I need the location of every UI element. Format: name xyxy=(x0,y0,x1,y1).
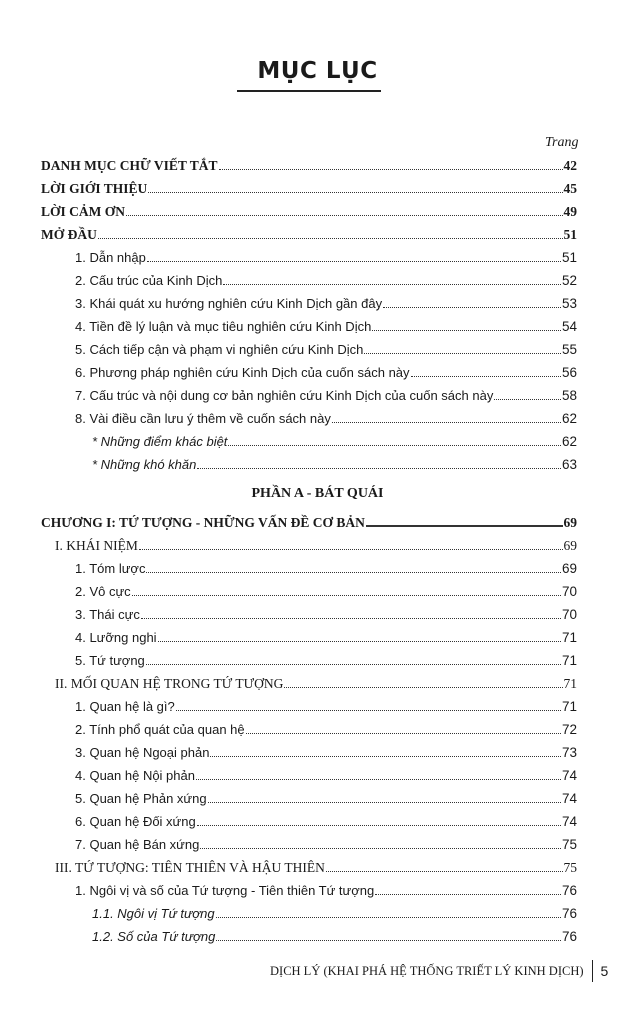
toc-leader-dots xyxy=(284,687,562,688)
toc-entry-page: 76 xyxy=(561,883,577,898)
toc-leader-dots xyxy=(139,549,563,550)
toc-leader-dots xyxy=(375,894,561,895)
toc-entry-page: 75 xyxy=(561,837,577,852)
toc-leader-dots xyxy=(210,756,561,757)
toc-entry-page: 45 xyxy=(563,181,577,196)
title-underline xyxy=(237,90,381,92)
toc-entry-page: 71 xyxy=(563,676,577,691)
toc-entry-page: 69 xyxy=(563,538,577,553)
toc-entry[interactable] xyxy=(75,647,577,669)
toc-entry-label: 1. Quan hệ là gì? xyxy=(75,699,175,714)
toc-entry-label: DANH MỤC CHỮ VIẾT TẮT xyxy=(41,158,218,173)
toc-leader-dots xyxy=(366,525,563,527)
footer-divider xyxy=(592,960,593,982)
toc-entry-label: 6. Phương pháp nghiên cứu Kinh Dịch của cuốn sách này xyxy=(75,365,410,380)
toc-entry-label: MỞ ĐẦU xyxy=(41,227,97,242)
toc-entry[interactable] xyxy=(75,739,577,761)
toc-entry-page: 55 xyxy=(561,342,577,357)
toc-entry[interactable] xyxy=(41,221,577,243)
toc-leader-dots xyxy=(216,940,561,941)
toc-entry-page: 58 xyxy=(561,388,577,403)
toc-entry-page: 70 xyxy=(561,584,577,599)
toc-entry-label: 3. Quan hệ Ngoại phản xyxy=(75,745,210,760)
toc-entry-page: 69 xyxy=(561,561,577,576)
toc-entry[interactable] xyxy=(92,923,577,945)
toc-leader-dots xyxy=(383,307,561,308)
toc-entry-page: 51 xyxy=(561,250,577,265)
toc-entry[interactable] xyxy=(75,555,577,577)
toc-entry-label: I. KHÁI NIỆM xyxy=(55,538,138,553)
toc-entry[interactable] xyxy=(55,854,577,876)
toc-entry[interactable] xyxy=(55,670,577,692)
footer-page-number: 5 xyxy=(600,963,609,979)
toc-entry-label: 5. Tứ tượng xyxy=(75,653,145,668)
toc-leader-dots xyxy=(197,468,561,469)
toc-entry-page: 75 xyxy=(563,860,577,875)
toc-entry-page: 74 xyxy=(561,768,577,783)
toc-entry-page: 62 xyxy=(561,434,577,449)
toc-entry[interactable] xyxy=(75,601,577,623)
toc-leader-dots xyxy=(223,284,561,285)
toc-leader-dots xyxy=(146,664,561,665)
toc-entry-page: 62 xyxy=(561,411,577,426)
toc-leader-dots xyxy=(372,330,561,331)
toc-entry-page: 69 xyxy=(563,515,577,530)
toc-entry-label: 6. Quan hệ Đối xứng xyxy=(75,814,196,829)
toc-entry-chapter[interactable] xyxy=(41,509,577,531)
toc-entry-page: 70 xyxy=(561,607,577,622)
toc-entry[interactable] xyxy=(92,428,577,450)
toc-entry[interactable] xyxy=(75,785,577,807)
toc-entry-label: 1. Tóm lược xyxy=(75,561,146,576)
toc-entry-label: 1. Ngôi vị và số của Tứ tượng - Tiên thiên Tứ tượng xyxy=(75,883,375,898)
toc-entry-page: 56 xyxy=(561,365,577,380)
toc-leader-dots xyxy=(326,871,563,872)
toc-entry-label: 3. Khái quát xu hướng nghiên cứu Kinh Dịch gần đây xyxy=(75,296,383,311)
toc-entry-page: 74 xyxy=(561,791,577,806)
toc-entry-label: 2. Vô cực xyxy=(75,584,131,599)
toc-entry-label: * Những điểm khác biệt xyxy=(92,434,228,449)
toc-entry-label: 7. Quan hệ Bán xứng xyxy=(75,837,200,852)
toc-entry-page: 74 xyxy=(561,814,577,829)
toc-leader-dots xyxy=(197,825,561,826)
toc-leader-dots xyxy=(219,169,563,170)
toc-entry-label: 4. Tiền đề lý luận và mục tiêu nghiên cứu Kinh Dịch xyxy=(75,319,372,334)
toc-leader-dots xyxy=(176,710,561,711)
toc-entry-page: 76 xyxy=(561,906,577,921)
toc-entry[interactable] xyxy=(75,382,577,404)
toc-entry[interactable] xyxy=(41,152,577,174)
toc-entry-page: 73 xyxy=(561,745,577,760)
toc-entry[interactable] xyxy=(41,175,577,197)
toc-entry-page: 71 xyxy=(561,699,577,714)
toc-entry[interactable] xyxy=(75,244,577,266)
toc-entry[interactable] xyxy=(75,831,577,853)
toc-leader-dots xyxy=(126,215,563,216)
toc-entry-page: 42 xyxy=(563,158,577,173)
toc-entry-label: CHƯƠNG I: TỨ TƯỢNG - NHỮNG VẤN ĐỀ CƠ BẢN xyxy=(41,515,365,530)
toc-entry-page: 52 xyxy=(561,273,577,288)
toc-leader-dots xyxy=(411,376,561,377)
toc-entry-label: 1.2. Số của Tứ tượng xyxy=(92,929,216,944)
toc-entry[interactable] xyxy=(92,451,577,473)
toc-entry-label: * Những khó khăn xyxy=(92,457,197,472)
toc-entry-label: 8. Vài điều cần lưu ý thêm về cuốn sách này xyxy=(75,411,331,426)
toc-entry[interactable] xyxy=(75,693,577,715)
toc-entry-label: 1.1. Ngôi vị Tứ tượng xyxy=(92,906,215,921)
toc-entry-page: 63 xyxy=(561,457,577,472)
toc-entry-label: 5. Quan hệ Phản xứng xyxy=(75,791,207,806)
toc-leader-dots xyxy=(158,641,561,642)
toc-entry-label: 2. Tính phổ quát của quan hệ xyxy=(75,722,245,737)
toc-entry-page: 76 xyxy=(561,929,577,944)
toc-entry-label: 1. Dẫn nhập xyxy=(75,250,146,265)
toc-entry[interactable] xyxy=(75,624,577,646)
part-heading: PHẦN A - BÁT QUÁI xyxy=(251,486,384,501)
toc-entry[interactable] xyxy=(75,336,577,358)
page-footer xyxy=(270,961,608,981)
toc-leader-dots xyxy=(494,399,561,400)
toc-leader-dots xyxy=(146,572,561,573)
toc-entry-label: II. MỐI QUAN HỆ TRONG TỨ TƯỢNG xyxy=(55,676,284,691)
toc-leader-dots xyxy=(98,238,563,239)
toc-entry[interactable] xyxy=(75,313,577,335)
toc-entry-label: LỜI GIỚI THIỆU xyxy=(41,181,148,196)
footer-book-title: DỊCH LÝ (KHAI PHÁ HỆ THỐNG TRIẾT LÝ KINH DỊCH) xyxy=(270,963,584,978)
toc-entry[interactable] xyxy=(41,198,577,220)
toc-entry-label: 2. Cấu trúc của Kinh Dịch xyxy=(75,273,223,288)
toc-leader-dots xyxy=(200,848,561,849)
toc-leader-dots xyxy=(141,618,561,619)
toc-entry-page: 72 xyxy=(561,722,577,737)
toc-entry-page: 49 xyxy=(563,204,577,219)
toc-entry-label: III. TỨ TƯỢNG: TIÊN THIÊN VÀ HẬU THIÊN xyxy=(55,860,325,875)
toc-entry-page: 71 xyxy=(561,630,577,645)
toc-entry[interactable] xyxy=(75,877,577,899)
toc-leader-dots xyxy=(228,445,561,446)
toc-entry-label: LỜI CẢM ƠN xyxy=(41,204,125,219)
toc-leader-dots xyxy=(332,422,561,423)
toc-leader-dots xyxy=(132,595,561,596)
toc-entry-label: 4. Lưỡng nghi xyxy=(75,630,157,645)
toc-entry[interactable] xyxy=(75,405,577,427)
toc-entry-page: 51 xyxy=(563,227,577,242)
toc-entry-page: 54 xyxy=(561,319,577,334)
toc-entry-page: 71 xyxy=(561,653,577,668)
toc-entry[interactable] xyxy=(75,716,577,738)
toc-entry[interactable] xyxy=(75,290,577,312)
toc-leader-dots xyxy=(147,261,561,262)
toc-entry-label: 5. Cách tiếp cận và phạm vi nghiên cứu Kinh Dịch xyxy=(75,342,364,357)
toc-leader-dots xyxy=(246,733,561,734)
page-title: MỤC LỤC xyxy=(257,58,378,84)
toc-entry[interactable] xyxy=(92,900,577,922)
toc-leader-dots xyxy=(196,779,561,780)
toc-entry[interactable] xyxy=(75,762,577,784)
toc-entry[interactable] xyxy=(75,578,577,600)
toc-leader-dots xyxy=(216,917,561,918)
toc-entry-label: 7. Cấu trúc và nội dung cơ bản nghiên cứu Kinh Dịch của cuốn sách này xyxy=(75,388,494,403)
toc-entry-page: 53 xyxy=(561,296,577,311)
toc-entry[interactable] xyxy=(75,267,577,289)
toc-entry[interactable] xyxy=(75,359,577,381)
toc-leader-dots xyxy=(364,353,561,354)
page-column-label: Trang xyxy=(545,135,579,150)
toc-entry[interactable] xyxy=(75,808,577,830)
toc-leader-dots xyxy=(148,192,562,193)
toc-leader-dots xyxy=(208,802,561,803)
toc-entry-label: 3. Thái cực xyxy=(75,607,140,622)
toc-entry[interactable] xyxy=(55,532,577,554)
toc-entry-label: 4. Quan hệ Nội phản xyxy=(75,768,195,783)
